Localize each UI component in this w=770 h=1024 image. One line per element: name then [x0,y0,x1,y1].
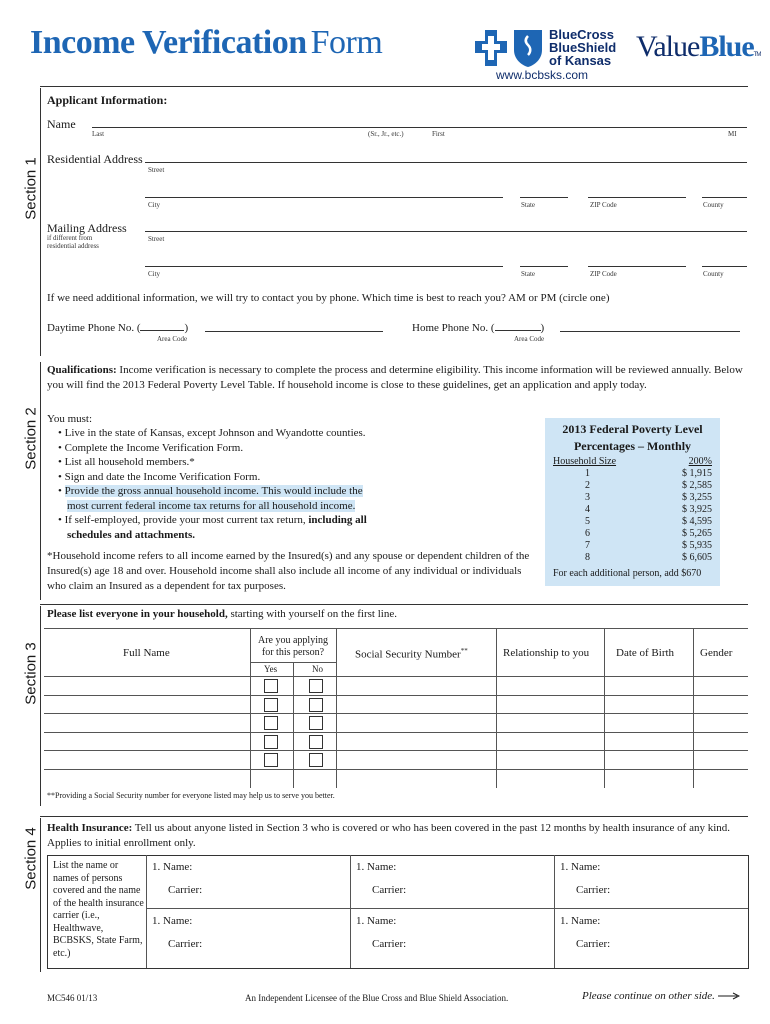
fpl-size: 8 [585,552,590,563]
carrier-field[interactable]: Carrier: [168,884,203,896]
mailing-note-1: if different from [47,234,93,242]
carrier-field[interactable]: Carrier: [372,938,407,950]
section-4-rule [40,816,748,817]
insured-name-field[interactable]: 1. Name: [152,915,193,927]
section-1-tab: Section 1 [22,157,40,220]
tm-mark: TM [753,52,761,58]
col-no: No [312,664,323,674]
applying-yes-checkbox[interactable] [264,716,278,730]
col-gender: Gender [700,647,733,659]
fpl-row [545,480,720,492]
req-item: • Live in the state of Kansas, except Johnson and Wyandotte counties. [58,427,366,439]
carrier-field[interactable]: Carrier: [168,938,203,950]
qualifications-text: Qualifications: Income verification is necessary to complete the process and determine eligibility. This income information will be reviewed annually. Below you will find the 2013 Federal Poverty Level Table. If household income is close to these guidelines, get an application and apply today. [47,364,743,391]
insured-name-field[interactable]: 1. Name: [560,915,601,927]
header-rule [40,86,748,87]
fpl-col-pct: 200% [688,456,712,467]
daytime-area-code: Area Code [157,335,188,343]
col-dob: Date of Birth [616,647,675,659]
insurance-instructions: List the name or names of persons covered and the name of the health insurance carrier (i.e., Healthwave, BCBSKS, State Farm, etc.) [53,860,144,959]
fpl-size: 1 [585,468,590,479]
table-row [44,732,748,733]
fpl-row [545,516,720,528]
req-item-highlight: • Provide the gross annual household income. This would include the [58,485,363,497]
fpl-row [545,528,720,540]
fpl-amount: $ 2,585 [682,480,712,491]
contact-question: If we need additional information, we will try to contact you by phone. Which time is best to reach you? AM or PM (circle one) [47,292,610,304]
res-zip-line[interactable] [588,197,686,198]
fpl-size: 4 [585,504,590,515]
applicant-heading: Applicant Information: [47,93,168,107]
mail-street-caption: Street [148,235,165,243]
cross-icon [474,28,508,68]
res-state-line[interactable] [520,197,568,198]
mi-caption: MI [728,130,737,138]
req-item: schedules and attachments. [67,528,196,541]
fpl-amount: $ 5,265 [682,528,712,539]
mail-street-line[interactable] [145,231,747,232]
insured-name-field[interactable]: 1. Name: [356,915,397,927]
col-yes: Yes [264,664,278,674]
fpl-row [545,552,720,564]
applying-yes-checkbox[interactable] [264,735,278,749]
req-item: • If self-employed, provide your most current tax return, including all [58,514,367,526]
col-full-name: Full Name [123,647,170,659]
carrier-field[interactable]: Carrier: [372,884,407,896]
res-county-line[interactable] [702,197,747,198]
poverty-table [545,418,720,586]
fpl-title-2: Percentages – Monthly [573,439,692,453]
mail-state-caption: State [521,270,535,278]
fpl-amount: $ 4,595 [682,516,712,527]
req-item: • Sign and date the Income Verification Form. [58,470,261,483]
carrier-field[interactable]: Carrier: [576,884,611,896]
mailing-note-2: residential address [47,242,99,250]
website-url: www.bcbsks.com [496,68,589,82]
section-3-rule [40,604,748,605]
shield-icon [512,28,544,68]
fpl-row [545,504,720,516]
applying-no-checkbox[interactable] [309,698,323,712]
req-item: • List all household members.* [58,456,195,468]
daytime-phone-line[interactable] [205,331,383,332]
fpl-row [545,468,720,480]
household-intro: Please list everyone in your household, starting with yourself on the first line. [47,608,397,620]
fpl-row [545,540,720,552]
fpl-amount: $ 3,255 [682,492,712,503]
section-4-line [40,818,41,972]
fpl-amount: $ 6,605 [682,552,712,563]
section-3-line [40,606,41,806]
name-line[interactable] [92,127,747,128]
fpl-col-size: Household Size [553,456,617,467]
insured-name-field[interactable]: 1. Name: [560,861,601,873]
req-item: • Complete the Income Verification Form. [58,441,244,454]
res-city-caption: City [148,201,161,209]
applying-no-checkbox[interactable] [309,735,323,749]
insured-name-field[interactable]: 1. Name: [356,861,397,873]
first-caption: First [432,130,445,138]
res-state-caption: State [521,201,535,209]
section-3-tab: Section 3 [22,642,40,705]
fpl-title-1: 2013 Federal Poverty Level [562,422,703,436]
arrow-right-icon [718,992,740,1000]
logo-line-2: BlueShield [549,40,617,55]
table-row [44,750,748,751]
mail-state-line[interactable] [520,266,568,267]
valueblue-logo [636,30,760,64]
mail-county-line[interactable] [702,266,747,267]
form-title [30,24,382,62]
home-phone-line[interactable] [560,331,740,332]
valueblue-b: Blue [699,30,754,63]
applying-yes-checkbox[interactable] [264,753,278,767]
fpl-amount: $ 3,925 [682,504,712,515]
fpl-size: 5 [585,516,590,527]
name-label: Name [47,117,76,131]
section-1-line [40,88,41,356]
logo-line-3: of Kansas [549,53,612,68]
table-row [44,713,748,714]
applying-no-checkbox[interactable] [309,679,323,693]
applying-no-checkbox[interactable] [309,716,323,730]
mail-city-caption: City [148,270,161,278]
res-street-line[interactable] [145,162,747,163]
mailing-label: Mailing Address [47,221,127,235]
res-zip-caption: ZIP Code [590,201,617,209]
fpl-size: 6 [585,528,590,539]
fpl-amount: $ 1,915 [682,468,712,479]
ssn-note: **Providing a Social Security number for everyone listed may help us to serve you better. [47,791,335,800]
logo-line-1: BlueCross [549,27,615,42]
mail-city-line[interactable] [145,266,503,267]
bcbs-logo [474,26,624,72]
valueblue-a: Value [636,30,700,63]
fpl-size: 2 [585,480,590,491]
res-city-line[interactable] [145,197,503,198]
fpl-extra: For each additional person, add $670 [553,568,702,579]
daytime-phone-label: Daytime Phone No. ( ) [47,322,189,334]
table-row [44,676,748,677]
res-street-caption: Street [148,166,165,174]
home-phone-label: Home Phone No. ( ) [412,322,545,334]
requirements-list [58,426,418,542]
res-county-caption: County [703,201,724,209]
you-must-label: You must: [47,413,93,425]
fpl-row [545,492,720,504]
last-caption: Last [92,130,105,138]
mail-county-caption: County [703,270,724,278]
fpl-size: 7 [585,540,590,551]
suffix-caption: (Sr., Jr., etc.) [368,130,404,138]
fpl-size: 3 [585,492,590,503]
section-2-tab: Section 2 [22,407,40,470]
section-2-line [40,362,41,600]
title-bold: Income Verification [30,24,307,61]
title-regular: Form [310,24,383,61]
section-4-tab: Section 4 [22,827,40,890]
applying-yes-checkbox[interactable] [264,679,278,693]
carrier-field[interactable]: Carrier: [576,938,611,950]
mail-zip-line[interactable] [588,266,686,267]
insured-name-field[interactable]: 1. Name: [152,861,193,873]
household-footnote: *Household income refers to all income earned by the Insured(s) and any spouse or dependent children of the Insured(s) age 18 and over. Household income shall also include all income of any individual or individuals who claim an Insured as a dependent for tax purposes. [47,550,530,592]
form-code: MC546 01/13 [47,993,98,1003]
continue-note: Please continue on other side. [582,990,740,1002]
applying-no-checkbox[interactable] [309,753,323,767]
col-applying: Are you applying for this person? [258,635,328,658]
fpl-amount: $ 5,935 [682,540,712,551]
mail-zip-caption: ZIP Code [590,270,617,278]
licensee-text: An Independent Licensee of the Blue Cross and Blue Shield Association. [245,993,509,1003]
applying-yes-checkbox[interactable] [264,698,278,712]
home-area-code: Area Code [514,335,545,343]
table-row [44,695,748,696]
residential-label: Residential Address [47,152,143,166]
insurance-intro: Health Insurance: Tell us about anyone listed in Section 3 who is covered or who has been covered in the past 12 months by health insurance of any kind. Applies to initial enrollment only. [47,822,731,849]
col-relationship: Relationship to you [503,647,590,659]
req-item-highlight: most current federal income tax returns for all household income. [67,499,356,512]
col-ssn: Social Security Number** [355,647,468,661]
